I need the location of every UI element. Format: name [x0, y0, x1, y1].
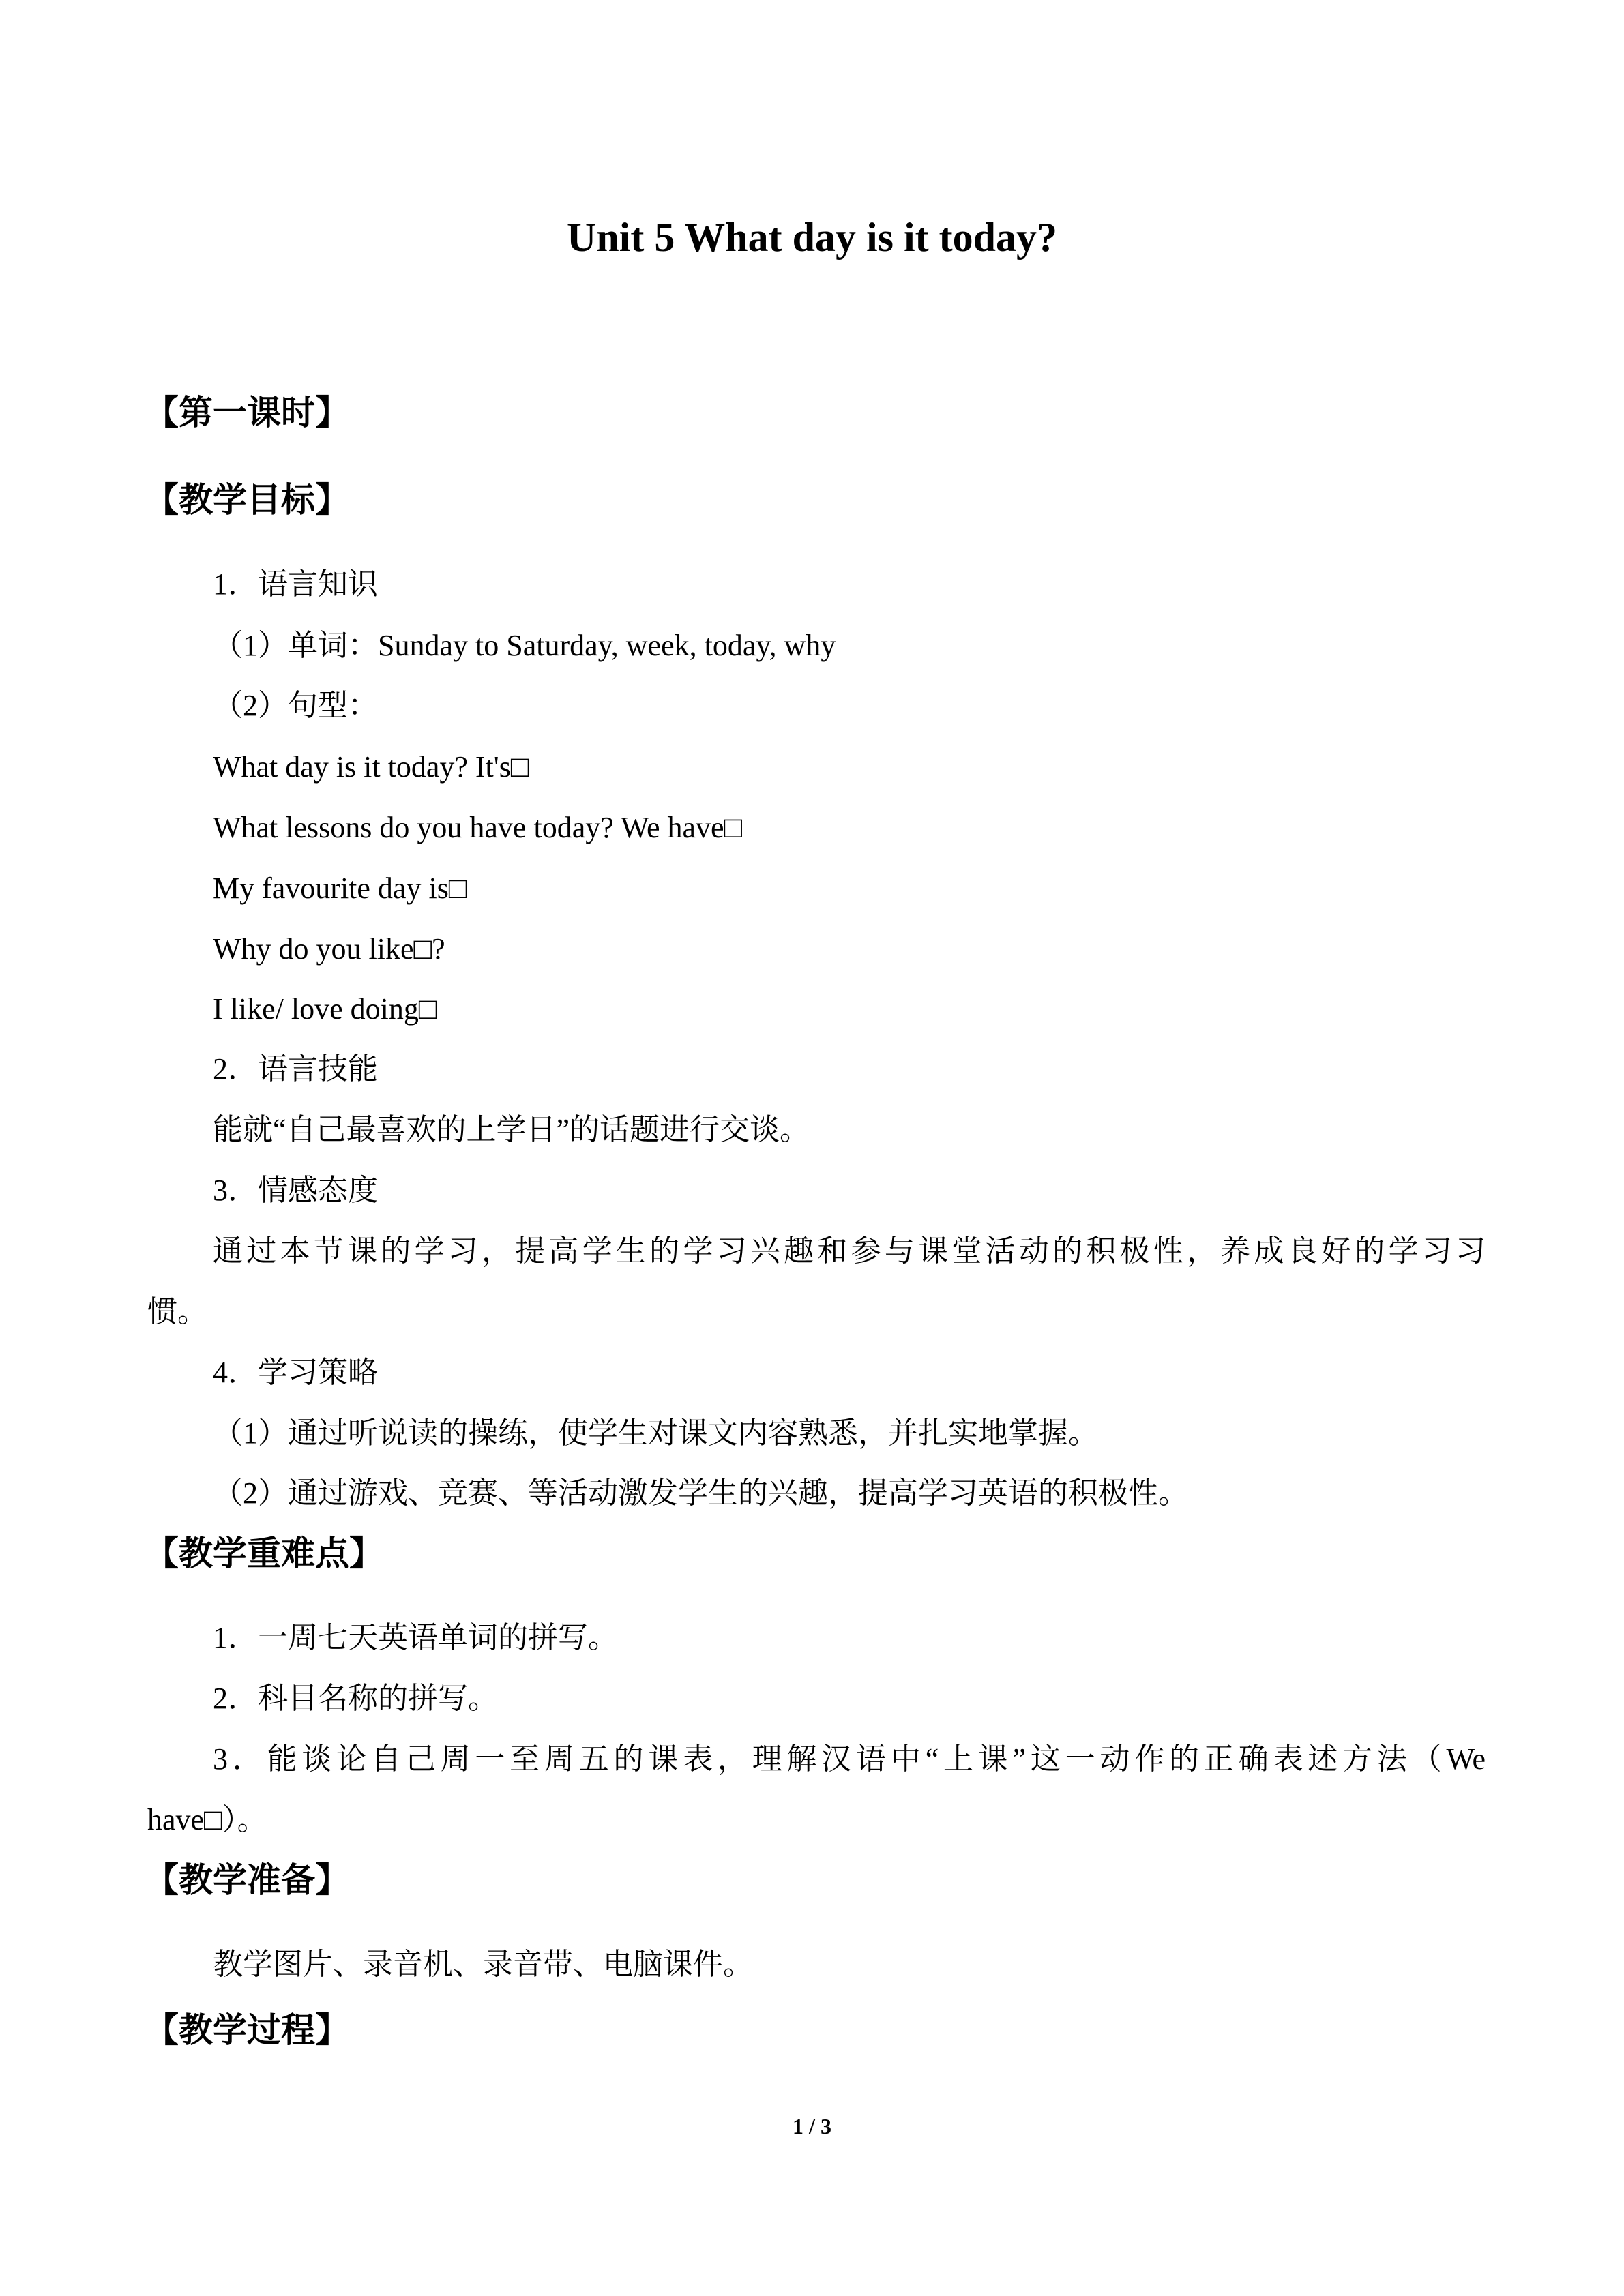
sentence-pattern: I like/ love doing□ [213, 992, 437, 1026]
goal-item-1-words: （1）单词：Sunday to Saturday, week, today, why [213, 629, 836, 662]
page-number: 1 / 3 [793, 2114, 831, 2138]
goal-item-4-title: 4．学习策略 [213, 1356, 378, 1389]
sentence-pattern: Why do you like□? [213, 932, 445, 966]
key-point-3-line-2: have□）。 [147, 1803, 267, 1836]
goal-item-3-text-line-1: 通过本节课的学习，提高学生的学习兴趣和参与课堂活动的积极性，养成良好的学习习 [213, 1234, 1486, 1268]
goal-item-3-title: 3．情感态度 [213, 1174, 378, 1207]
goal-item-4-sub-1: （1）通过听说读的操练，使学生对课文内容熟悉，并扎实地掌握。 [213, 1416, 1098, 1450]
section-heading-key-points: 【教学重难点】 [145, 1534, 383, 1573]
sentence-pattern: My favourite day is□ [213, 871, 467, 905]
sentence-pattern: What lessons do you have today? We have□ [213, 811, 743, 844]
key-point-1: 1．一周七天英语单词的拼写。 [213, 1621, 618, 1654]
goal-item-3-text-line-2: 惯。 [147, 1295, 207, 1328]
goal-item-1-sentences-label: （2）句型： [213, 689, 378, 722]
sentence-pattern: What day is it today? It's□ [213, 750, 529, 784]
goal-item-2-text: 能就“自己最喜欢的上学日”的话题进行交谈。 [213, 1113, 810, 1146]
section-heading-goals: 【教学目标】 [145, 480, 349, 520]
section-heading-preparation: 【教学准备】 [145, 1860, 349, 1900]
key-point-3-line-1: 3．能谈论自己周一至周五的课表，理解汉语中“上课”这一动作的正确表述方法（We [213, 1742, 1486, 1776]
goal-item-2-title: 2．语言技能 [213, 1052, 378, 1086]
document-title: Unit 5 What day is it today? [566, 215, 1057, 260]
key-point-2: 2．科目名称的拼写。 [213, 1682, 498, 1715]
goal-item-4-sub-2: （2）通过游戏、竞赛、等活动激发学生的兴趣，提高学习英语的积极性。 [213, 1476, 1188, 1510]
section-heading-lesson: 【第一课时】 [145, 393, 349, 432]
section-heading-process: 【教学过程】 [145, 2010, 349, 2050]
preparation-text: 教学图片、录音机、录音带、电脑课件。 [213, 1948, 753, 1981]
goal-item-1-title: 1．语言知识 [213, 567, 378, 601]
